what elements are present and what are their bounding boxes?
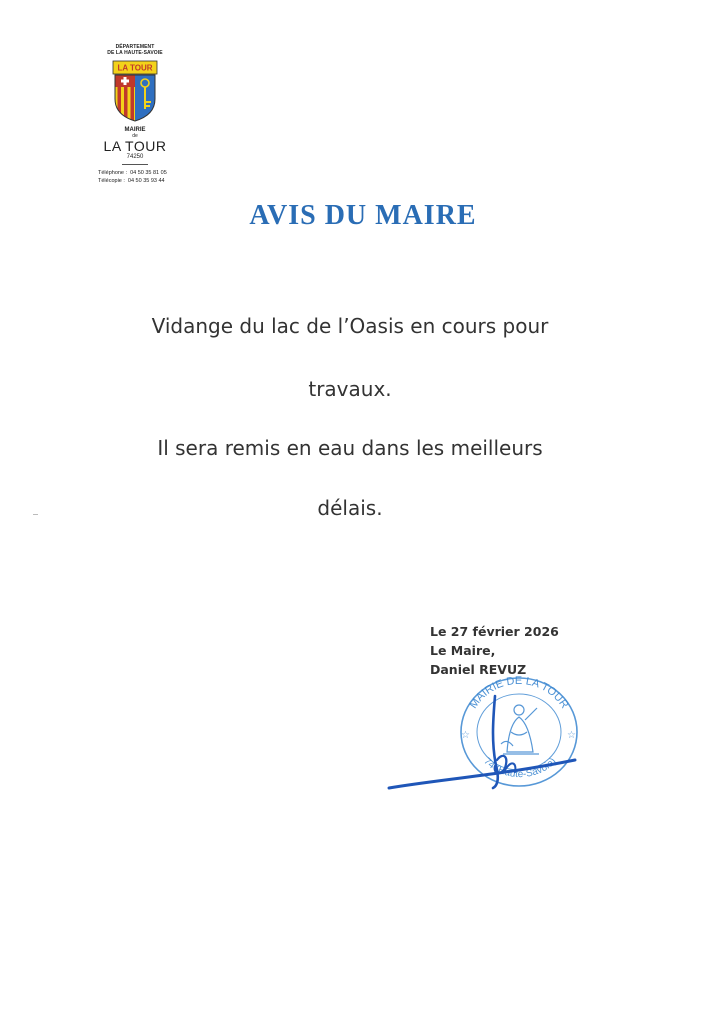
notice-line-1: Vidange du lac de l’Oasis en cours pour bbox=[151, 314, 549, 338]
department-line-1: DÉPARTEMENT bbox=[115, 44, 155, 50]
de-label: de bbox=[132, 133, 138, 139]
mairie-label: MAIRIE bbox=[124, 127, 146, 133]
svg-text:☆: ☆ bbox=[461, 730, 470, 741]
notice-line-2: travaux. bbox=[308, 377, 392, 401]
fax-label: Télécopie : bbox=[98, 178, 125, 184]
signature-date: Le 27 février 2026 bbox=[430, 624, 559, 639]
handwritten-signature bbox=[385, 690, 585, 800]
svg-text:☆: ☆ bbox=[567, 730, 576, 741]
scan-speck bbox=[33, 514, 38, 515]
postcode: 74250 bbox=[126, 154, 144, 160]
phone-number: 04 50 35 81 05 bbox=[130, 170, 167, 176]
stamp-bottom-text: 74 (Haute-Savoie) bbox=[481, 755, 559, 781]
fax-line bbox=[70, 177, 200, 185]
letterhead bbox=[70, 44, 200, 185]
divider bbox=[122, 164, 148, 165]
coat-of-arms-icon bbox=[111, 59, 159, 123]
crest-banner-text: LA TOUR bbox=[117, 63, 153, 73]
phone-label: Téléphone : bbox=[98, 170, 128, 176]
fax-number: 04 50 35 93 44 bbox=[127, 178, 165, 184]
notice-line-4: délais. bbox=[317, 496, 383, 520]
department-line-2: DE LA HAUTE-SAVOIE bbox=[107, 50, 163, 56]
stamp-top-text: MAIRIE DE LA TOUR bbox=[467, 674, 571, 711]
notice-line-3: Il sera remis en eau dans les meilleurs bbox=[157, 436, 543, 460]
notice-title: AVIS DU MAIRE bbox=[249, 200, 477, 231]
town-name: LA TOUR bbox=[103, 138, 167, 154]
phone-line bbox=[70, 169, 200, 177]
signature-role: Le Maire, bbox=[430, 643, 496, 658]
signature-name: Daniel REVUZ bbox=[430, 662, 527, 677]
signature-block bbox=[430, 622, 559, 679]
